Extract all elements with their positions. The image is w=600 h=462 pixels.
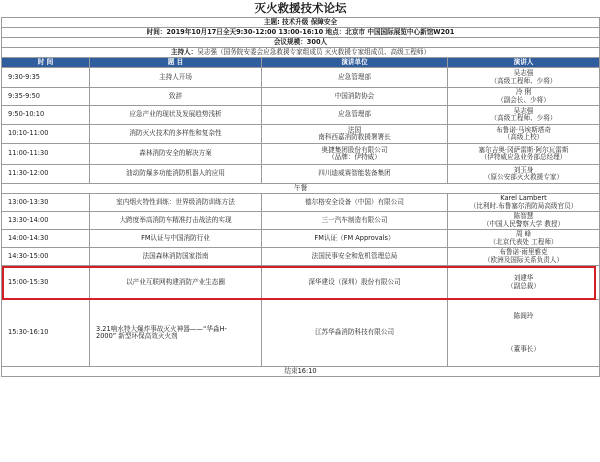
session-speaker-line: （高级工程师、少将） — [490, 114, 557, 122]
header-org: 演讲单位 — [262, 58, 448, 68]
session-speaker — [448, 230, 600, 248]
header-time: 时 间 — [2, 58, 90, 68]
session-speaker-line: （欧洲及国际关系负责人） — [483, 255, 564, 264]
session-speaker-line: 陈阁玲 — [513, 311, 534, 320]
session-speaker-line: 冷 俐 — [515, 88, 532, 97]
session-speaker-line: （比利时.布鲁塞尔消防局高级官员） — [469, 201, 578, 210]
session-topic: 森林消防安全的解决方案 — [90, 144, 262, 165]
session-org: 三一汽车制造有限公司 — [262, 212, 448, 230]
session-speaker-line: 塞尔吉奥·冈萨雷斯·阿尔瓦雷斯 — [478, 145, 569, 154]
session-speaker-line: 刘建华 — [513, 274, 534, 283]
session-speaker-line: （北京代表处 工程师） — [489, 237, 558, 246]
session-topic: 消防灭火技术的多样性和复杂性 — [90, 125, 262, 144]
session-time: 10:10-11:00 — [2, 125, 90, 144]
scale-row: 会议规模：300人 — [2, 38, 600, 48]
session-time: 9:30-9:35 — [2, 68, 90, 88]
session-time: 9:35-9:50 — [2, 88, 90, 106]
session-time: 11:00-11:30 — [2, 144, 90, 165]
am-sessions — [2, 68, 600, 184]
session-topic: 室内烟火特性训练：世界级消防训练方法 — [90, 194, 262, 212]
end-row: 结束16:10 — [2, 367, 600, 377]
session-speaker — [448, 144, 600, 165]
session-speaker — [448, 88, 600, 106]
session-time: 11:30-12:00 — [2, 165, 90, 184]
session-speaker — [448, 212, 600, 230]
session-org: FM认证（FM Approvals） — [262, 230, 448, 248]
session-speaker-line: （原公安部灭火救援专家） — [483, 173, 564, 181]
header-topic: 题 目 — [90, 58, 262, 68]
session-org: 应急管理部 — [262, 106, 448, 125]
session-row — [2, 230, 600, 248]
session-org-line: 法国 — [347, 125, 362, 134]
session-topic: 致辞 — [90, 88, 262, 106]
session-time: 13:30-14:00 — [2, 212, 90, 230]
session-speaker-line: Karel Lambert — [500, 194, 547, 203]
session-speaker-line: （副总裁） — [507, 281, 540, 290]
lunch-row: 午餐 — [2, 184, 600, 194]
session-speaker-line: 刘玉身 — [513, 165, 534, 174]
session-speaker — [448, 165, 600, 184]
header-row — [2, 58, 600, 68]
session-topic-line: 3.21响水特大爆炸事故灭火神器——“华淼H- — [96, 324, 227, 333]
session-topic: 法国森林消防国家指南 — [90, 248, 262, 266]
session-org: 江苏华淼消防科技有限公司 — [262, 300, 448, 367]
session-time: 13:00-13:30 — [2, 194, 90, 212]
session-speaker-line: 陈智慧 — [513, 212, 534, 221]
time-place-row: 时间：2019年10月17日全天9:30-12:00 13:00-16:10 地点：北京市 中国国际展览中心新馆W201 — [2, 28, 600, 38]
session-row — [2, 212, 600, 230]
session-time: 15:30-16:10 — [2, 300, 90, 367]
session-speaker-line: （董事长） — [507, 345, 540, 353]
session-topic: FM认证与中国消防行业 — [90, 230, 262, 248]
session-speaker-line: 布鲁诺·雨里雅克 — [499, 248, 548, 257]
session-speaker — [448, 266, 600, 300]
session-org: 德尔格安全设备（中国）有限公司 — [262, 194, 448, 212]
session-topic — [90, 300, 262, 367]
session-speaker-line: 布鲁诺·马埃斯塔奇 — [496, 125, 551, 134]
session-org-line: 南科西嘉消防救援署署长 — [318, 133, 391, 141]
session-topic: 大跨度举高消防车精准打击战法的实现 — [90, 212, 262, 230]
session-row — [2, 194, 600, 212]
session-speaker — [448, 194, 600, 212]
session-row — [2, 300, 600, 367]
session-speaker-line: 吴志强 — [513, 69, 534, 78]
session-speaker — [448, 125, 600, 144]
session-org — [262, 144, 448, 165]
session-org: 应急管理部 — [262, 68, 448, 88]
session-time: 15:00-15:30 — [2, 266, 90, 300]
session-topic-line: 2000” 新型环保高效灭火剂 — [96, 332, 178, 340]
session-org — [262, 125, 448, 144]
session-speaker-line: 周 峰 — [515, 230, 532, 239]
theme-row: 主题: 技术升级 保障安全 — [2, 18, 600, 28]
session-topic: 主持人开场 — [90, 68, 262, 88]
session-topic: 以产业互联网构建消防产业生态圈 — [90, 266, 262, 300]
session-speaker — [448, 106, 600, 125]
session-speaker-line: （高级工程师、少将） — [490, 76, 557, 85]
session-org: 四川迪威赛智能装备集团 — [262, 165, 448, 184]
session-speaker-line: （副会长、少将） — [497, 95, 550, 104]
session-row — [2, 88, 600, 106]
session-row — [2, 165, 600, 184]
session-row — [2, 68, 600, 88]
session-row — [2, 106, 600, 125]
page-title: 灭火救援技术论坛 — [254, 1, 347, 16]
session-speaker-line: （高级上校） — [503, 133, 544, 141]
session-org: 深华建设（深圳）股份有限公司 — [262, 266, 448, 300]
host-row: 主持人：吴志强（国务院安委会应急救援专家组成员 灭火救援专家组成员、高级工程师） — [2, 48, 600, 58]
session-row — [2, 248, 600, 266]
session-org-line: 奥捷集团股份有限公司 — [321, 145, 388, 154]
agenda-sheet — [1, 0, 599, 377]
session-org-line: （品牌：伊特威） — [328, 153, 381, 161]
session-row — [2, 144, 600, 165]
session-speaker-line: （伊特威应急业务部总经理） — [480, 153, 567, 161]
session-speaker — [448, 248, 600, 266]
agenda-table — [1, 0, 600, 377]
session-speaker-line: （中国人民警察大学 教授） — [482, 219, 565, 228]
session-speaker-line: 吴志强 — [513, 106, 534, 115]
session-org: 法国民事安全和危机管理总局 — [262, 248, 448, 266]
pm-sessions — [2, 194, 600, 367]
header-speaker: 演讲人 — [448, 58, 600, 68]
session-speaker — [448, 68, 600, 88]
session-topic: 油动防爆多功能消防机器人的应用 — [90, 165, 262, 184]
session-time: 14:30-15:00 — [2, 248, 90, 266]
session-org: 中国消防协会 — [262, 88, 448, 106]
session-speaker — [448, 300, 600, 367]
session-time: 14:00-14:30 — [2, 230, 90, 248]
session-row — [2, 125, 600, 144]
session-row — [2, 266, 600, 300]
session-time: 9:50-10:10 — [2, 106, 90, 125]
session-topic: 应急产业的现状及发展趋势浅析 — [90, 106, 262, 125]
